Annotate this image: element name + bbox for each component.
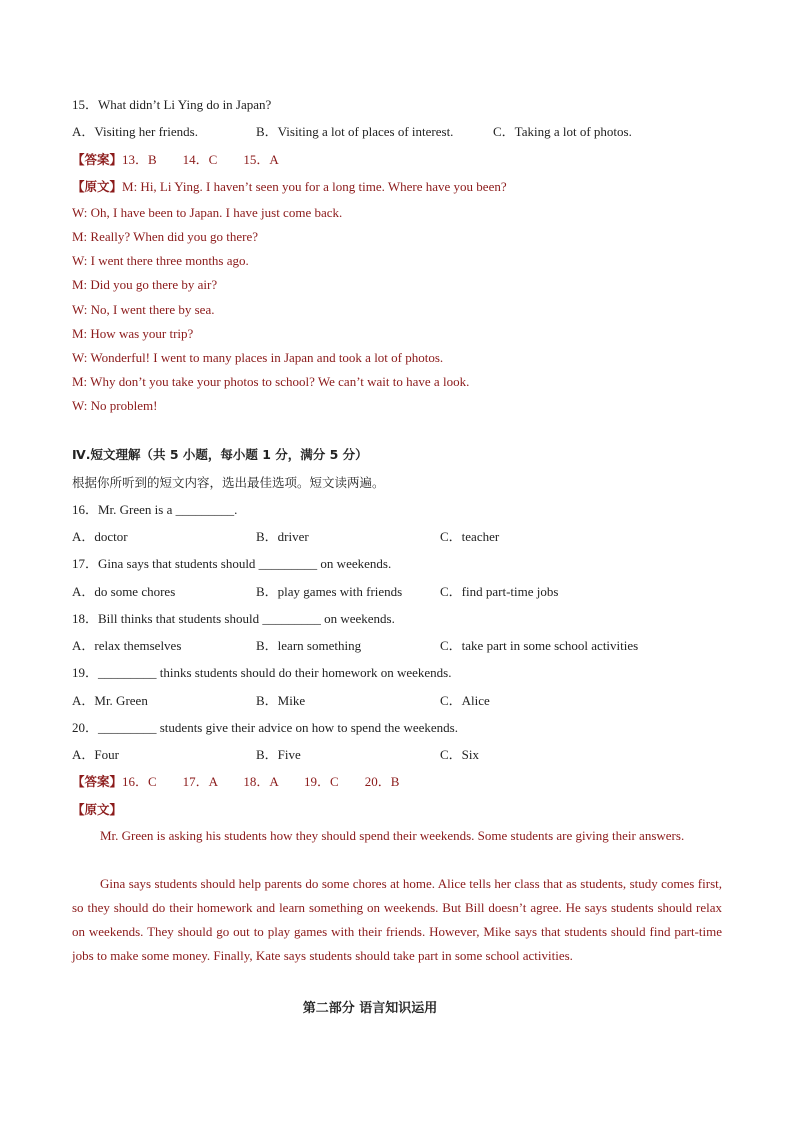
passage-paragraph-2 bbox=[72, 872, 722, 968]
q15-option-c: C．Taking a lot of photos. bbox=[493, 124, 632, 139]
section4-instruction: 根据你所听到的短文内容，选出最佳选项。短文读两遍。 bbox=[72, 475, 385, 490]
script-label-2: 【原文】 bbox=[72, 802, 123, 817]
answer-16-20 bbox=[72, 773, 399, 791]
q17-option-b: B．play games with friends bbox=[256, 584, 403, 599]
answer-text: 13．B 14．C 15．A bbox=[122, 152, 279, 167]
q16-option-c: C．teacher bbox=[440, 529, 500, 544]
q17-stem: 17．Gina says that students should _________ on weekends. bbox=[72, 556, 392, 571]
section4-heading: Ⅳ.短文理解（共 5 小题，每小题 1 分，满分 5 分） bbox=[72, 447, 368, 462]
q19-stem: 19．_________ thinks students should do their homework on weekends. bbox=[72, 665, 452, 680]
script-line-9: M: Why don’t you take your photos to school? We can’t wait to have a look. bbox=[72, 374, 470, 389]
q20-option-a: A．Four bbox=[72, 747, 119, 762]
q19-option-c: C．Alice bbox=[440, 693, 490, 708]
q18-option-b: B．learn something bbox=[256, 638, 362, 653]
q17-option-c: C．find part-time jobs bbox=[440, 584, 559, 599]
script-label: 【原文】 bbox=[72, 179, 123, 194]
passage-paragraph-1 bbox=[72, 824, 722, 848]
script-line-6: W: No, I went there by sea. bbox=[72, 302, 215, 317]
q15-option-b: B．Visiting a lot of places of interest. bbox=[256, 124, 454, 139]
q20-stem: 20．_________ students give their advice on how to spend the weekends. bbox=[72, 720, 458, 735]
passage-paragraph-1-text: Mr. Green is asking his students how they should spend their weekends. Some students are giving their answers. bbox=[100, 828, 685, 843]
part2-heading: 第二部分 语言知识运用 bbox=[302, 1001, 438, 1016]
q18-option-a: A．relax themselves bbox=[72, 638, 182, 653]
script-line-3: M: Really? When did you go there? bbox=[72, 229, 259, 244]
script-line-4: W: I went there three months ago. bbox=[72, 253, 249, 268]
q16-option-a: A．doctor bbox=[72, 529, 128, 544]
q19-option-b: B．Mike bbox=[256, 693, 306, 708]
answer-label: 【答案】 bbox=[72, 152, 123, 167]
script-line-5: M: Did you go there by air? bbox=[72, 277, 218, 292]
q16-option-b: B．driver bbox=[256, 529, 309, 544]
q19-option-a: A．Mr. Green bbox=[72, 693, 148, 708]
script-line-text: M: Hi, Li Ying. I haven’t seen you for a long time. Where have you been? bbox=[122, 179, 507, 194]
answer-13-15 bbox=[72, 151, 279, 169]
q16-stem: 16．Mr. Green is a _________. bbox=[72, 502, 238, 517]
q20-option-b: B．Five bbox=[256, 747, 301, 762]
q18-stem: 18．Bill thinks that students should _________ on weekends. bbox=[72, 611, 395, 626]
q17-option-a: A．do some chores bbox=[72, 584, 176, 599]
q18-option-c: C．take part in some school activities bbox=[440, 638, 639, 653]
answer-text: 16．C 17．A 18．A 19．C 20．B bbox=[122, 774, 400, 789]
script-line-8: W: Wonderful! I went to many places in Japan and took a lot of photos. bbox=[72, 350, 444, 365]
q20-option-c: C．Six bbox=[440, 747, 480, 762]
answer-label: 【答案】 bbox=[72, 774, 123, 789]
script-line-10: W: No problem! bbox=[72, 398, 158, 413]
script-line-2: W: Oh, I have been to Japan. I have just come back. bbox=[72, 205, 343, 220]
script-line-7: M: How was your trip? bbox=[72, 326, 194, 341]
passage-paragraph-2-text: Gina says students should help parents do some chores at home. Alice tells her class that as students, study comes first, so they should do their homework and learn something on weekends. But Bill doesn’t agree. He says students should relax on weekends. They should go out to play games with their friends. However, Mike says that students should find part-time jobs to make some money. Finally, Kate says students should take part in some school activities. bbox=[72, 876, 722, 963]
q15-stem: 15．What didn’t Li Ying do in Japan? bbox=[72, 97, 272, 112]
q15-option-a: A．Visiting her friends. bbox=[72, 124, 198, 139]
script-line-1 bbox=[72, 178, 507, 196]
